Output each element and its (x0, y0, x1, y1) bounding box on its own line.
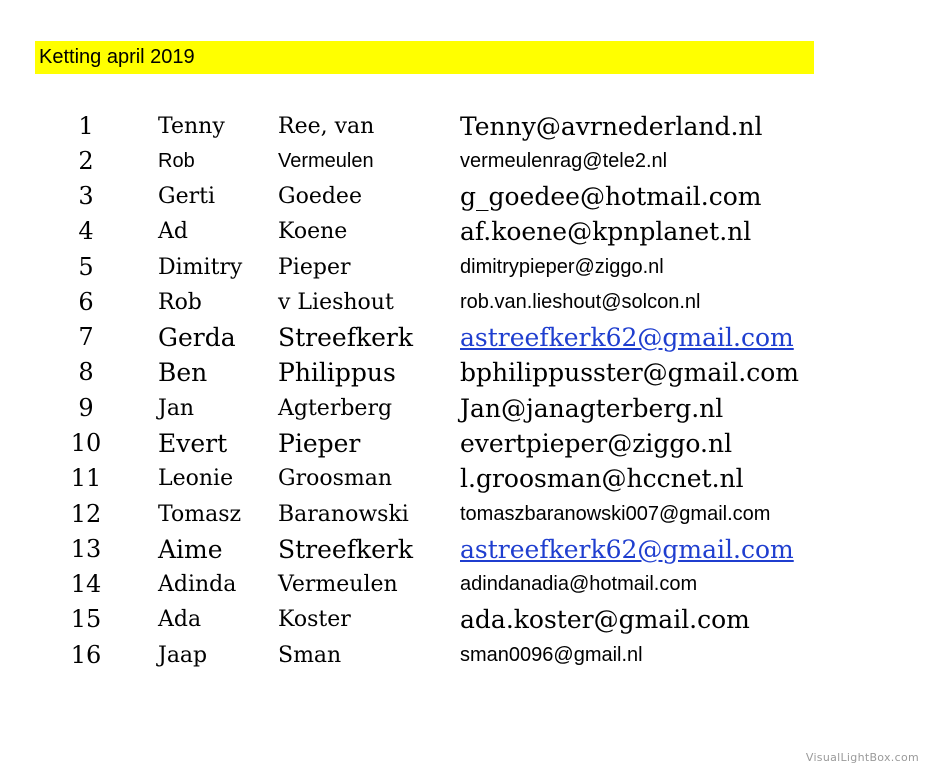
email: l.groosman@hccnet.nl (460, 464, 744, 493)
row-number: 8 (78, 358, 94, 386)
list-row (0, 250, 925, 285)
first-name: Ada (158, 607, 202, 632)
list-row (0, 391, 925, 426)
row-number: 14 (70, 570, 102, 598)
email: dimitrypieper@ziggo.nl (460, 256, 664, 278)
first-name: Aime (158, 535, 223, 564)
email: af.koene@kpnplanet.nl (460, 217, 752, 246)
row-number: 16 (70, 641, 102, 669)
row-number: 13 (70, 535, 102, 563)
list-row (0, 426, 925, 461)
email: vermeulenrag@tele2.nl (460, 150, 668, 172)
email: Tenny@avrnederland.nl (460, 112, 763, 141)
first-name: Evert (158, 429, 228, 458)
list-row (0, 144, 925, 179)
email-link[interactable]: astreefkerk62@gmail.com (460, 323, 794, 352)
first-name: Adinda (158, 572, 237, 597)
first-name: Dimitry (158, 255, 243, 280)
row-number: 4 (78, 217, 94, 245)
email: evertpieper@ziggo.nl (460, 429, 733, 458)
list-row (0, 532, 925, 567)
list-row (0, 214, 925, 249)
row-number: 12 (70, 500, 102, 528)
row-number: 15 (70, 605, 102, 633)
first-name: Ad (158, 219, 188, 244)
list-row (0, 109, 925, 144)
first-name: Leonie (158, 466, 234, 491)
row-number: 5 (78, 253, 94, 281)
first-name: Gerti (158, 184, 215, 209)
row-number: 9 (78, 394, 94, 422)
first-name: Jan (158, 396, 195, 421)
last-name: Baranowski (278, 502, 409, 527)
row-number: 3 (78, 182, 94, 210)
list-row (0, 602, 925, 637)
first-name: Tomasz (158, 502, 242, 527)
row-number: 1 (78, 112, 94, 140)
row-number: 7 (78, 323, 94, 351)
email: tomaszbaranowski007@gmail.com (460, 503, 771, 525)
row-number: 2 (78, 147, 94, 175)
list-row (0, 461, 925, 496)
email: sman0096@gmail.nl (460, 644, 643, 666)
last-name: Streefkerk (278, 323, 414, 352)
first-name: Ben (158, 358, 208, 387)
last-name: v Lieshout (278, 290, 394, 315)
first-name: Jaap (158, 643, 208, 668)
email: ada.koster@gmail.com (460, 605, 750, 634)
last-name: Goedee (278, 184, 362, 209)
last-name: Pieper (278, 429, 361, 458)
email: Jan@janagterberg.nl (460, 394, 724, 423)
list-row (0, 638, 925, 673)
list-row (0, 320, 925, 355)
last-name: Vermeulen (278, 150, 374, 172)
email: adindanadia@hotmail.com (460, 573, 698, 595)
last-name: Philippus (278, 358, 396, 387)
row-number: 10 (70, 429, 102, 457)
list-row (0, 179, 925, 214)
first-name: Gerda (158, 323, 236, 352)
email: g_goedee@hotmail.com (460, 182, 762, 211)
first-name: Rob (158, 290, 202, 315)
last-name: Vermeulen (278, 572, 398, 597)
watermark: VisualLightBox.com (805, 751, 919, 764)
list-row (0, 567, 925, 602)
last-name: Ree, van (278, 114, 375, 139)
last-name: Agterberg (278, 396, 393, 421)
row-number: 6 (78, 288, 94, 316)
email-link[interactable]: astreefkerk62@gmail.com (460, 535, 794, 564)
last-name: Pieper (278, 255, 351, 280)
last-name: Streefkerk (278, 535, 414, 564)
last-name: Koene (278, 219, 348, 244)
email: rob.van.lieshout@solcon.nl (460, 291, 701, 313)
email: bphilippusster@gmail.com (460, 358, 799, 387)
list-row (0, 355, 925, 390)
list-row (0, 285, 925, 320)
last-name: Koster (278, 607, 351, 632)
last-name: Sman (278, 643, 342, 668)
document-title: Ketting april 2019 (35, 41, 814, 74)
first-name: Rob (158, 150, 195, 172)
row-number: 11 (70, 464, 102, 492)
last-name: Groosman (278, 466, 393, 491)
first-name: Tenny (158, 114, 225, 139)
list-row (0, 497, 925, 532)
